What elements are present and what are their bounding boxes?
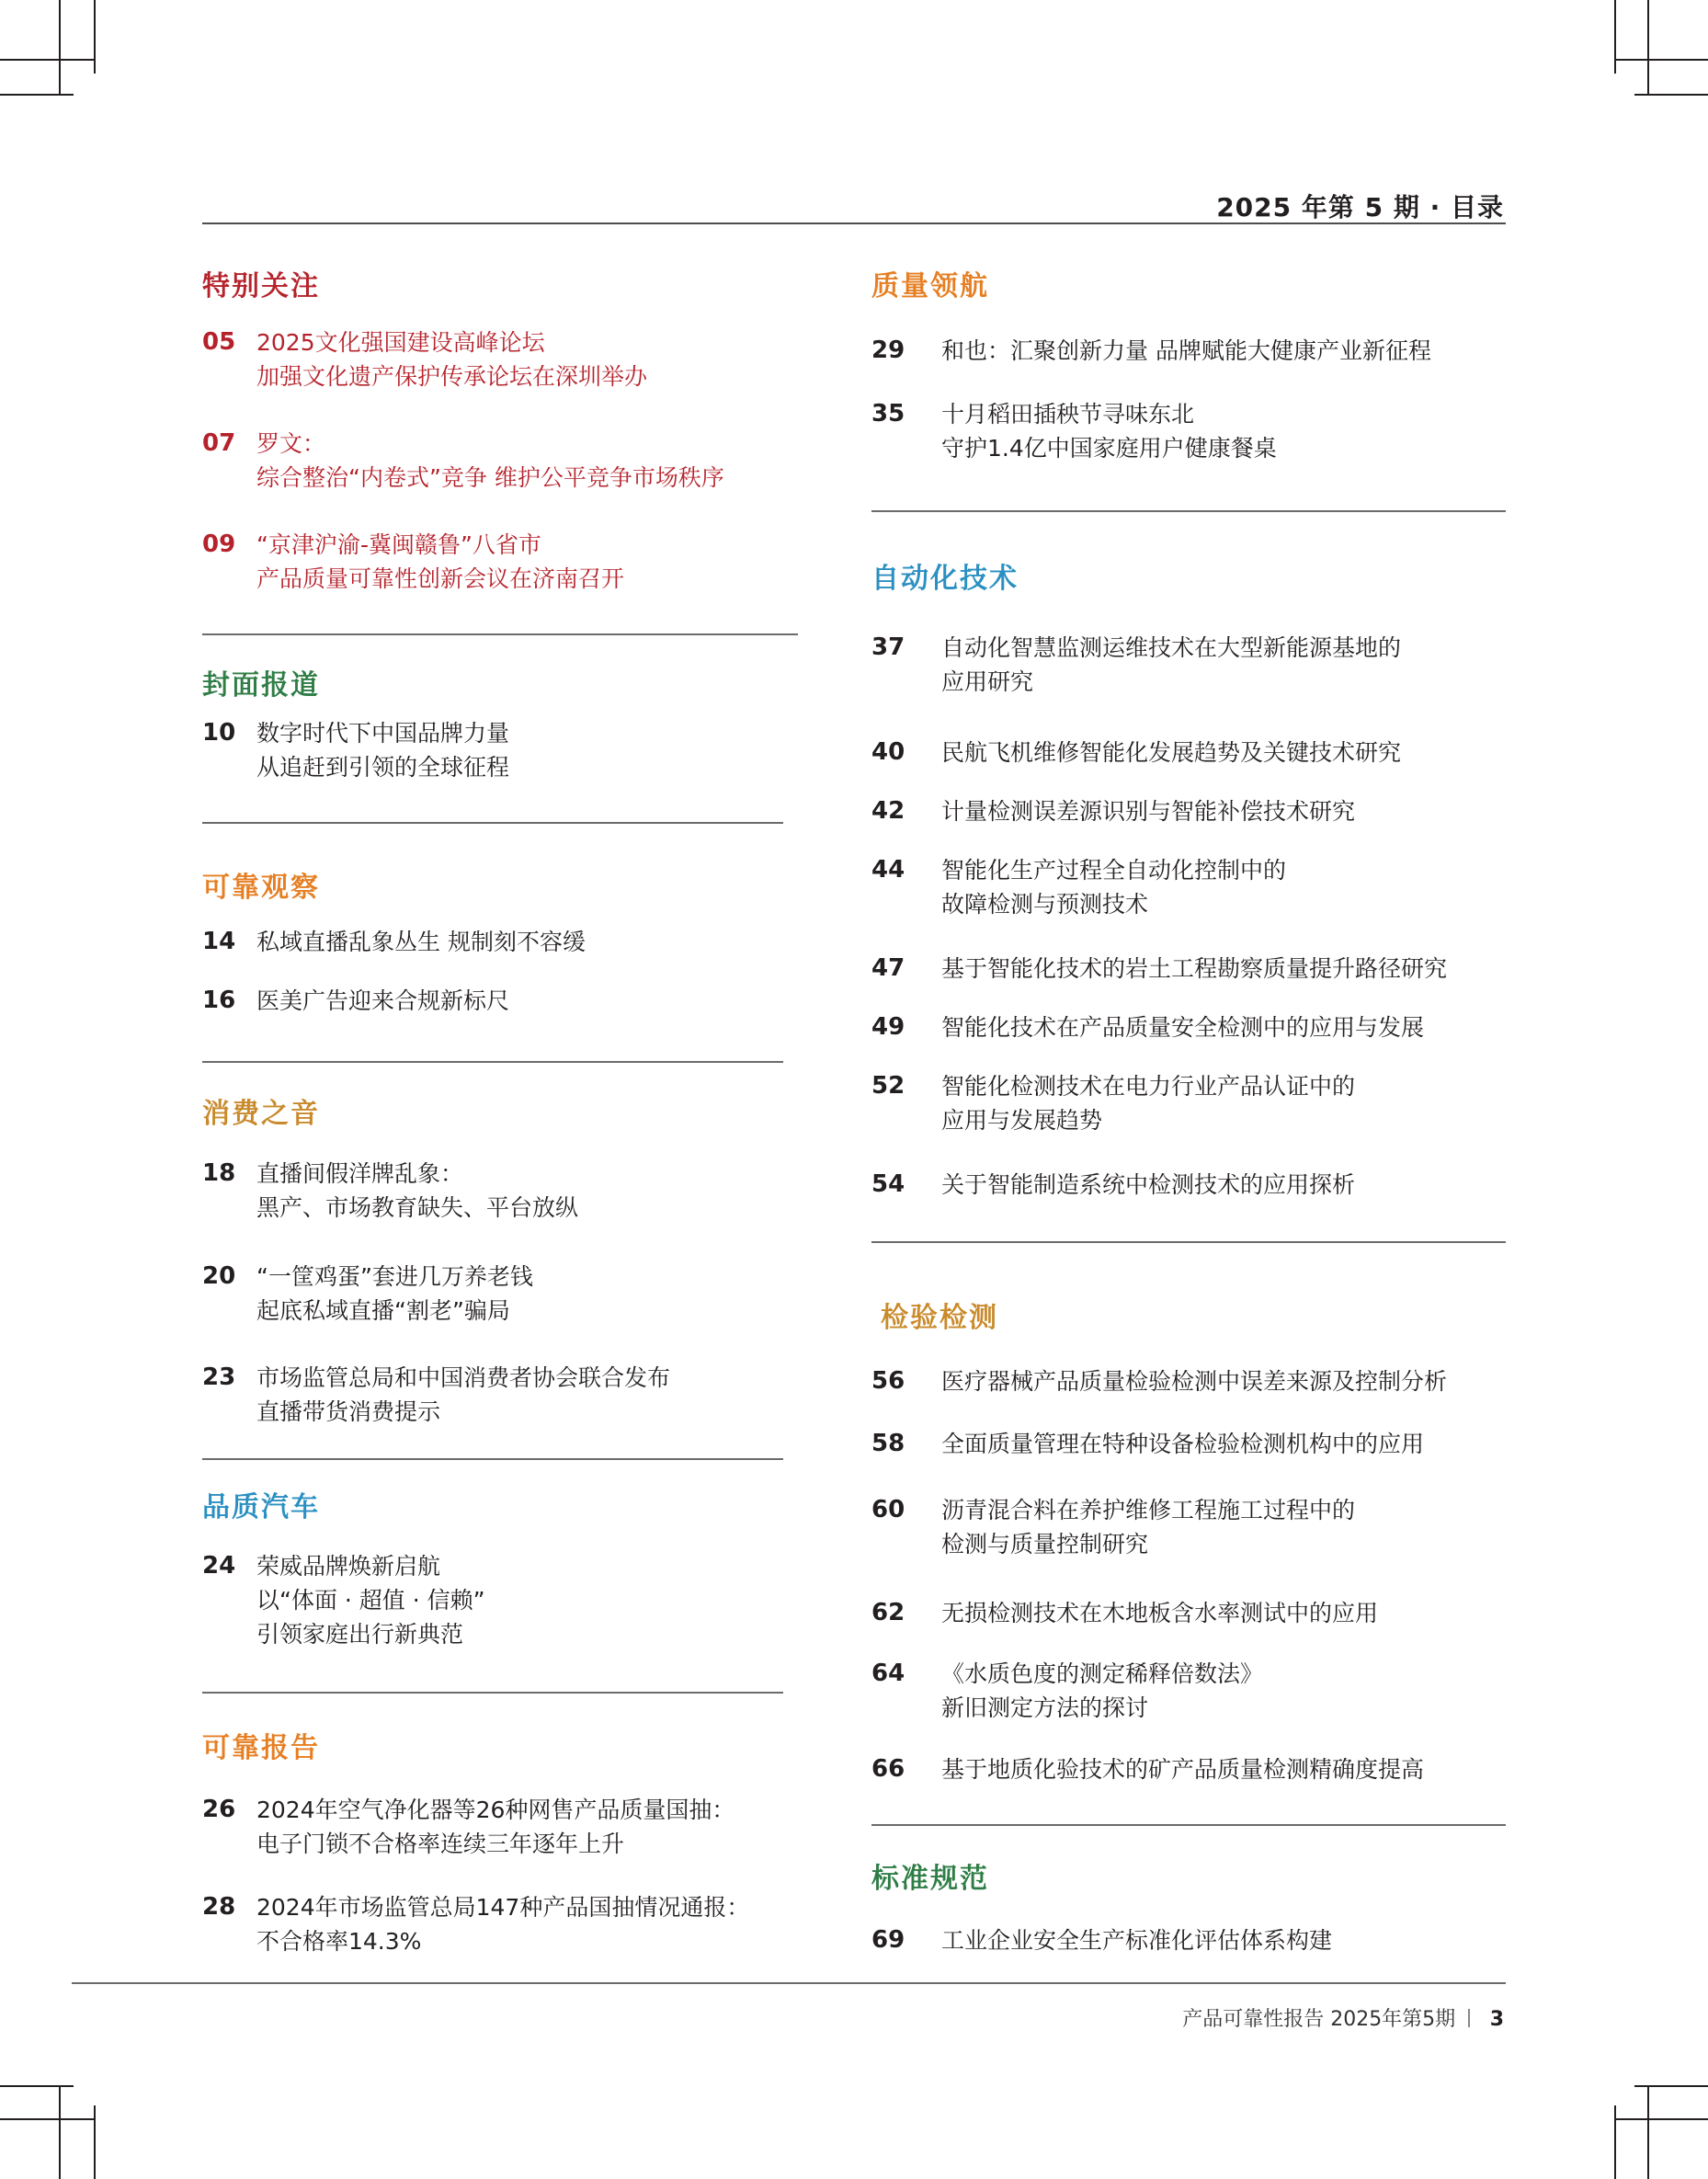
section-divider <box>202 1458 783 1460</box>
entry-line: 直播带货消费提示 <box>256 1398 441 1425</box>
section-title: 质量领航 <box>871 270 989 302</box>
entry-title <box>256 1549 485 1651</box>
entry-title <box>941 736 1401 770</box>
entry-title <box>256 984 509 1018</box>
entry-line: 罗文： <box>256 430 326 457</box>
section-divider <box>871 1824 1506 1826</box>
entry-line: 检测与质量控制研究 <box>941 1531 1149 1557</box>
page-number: 62 <box>871 1599 905 1626</box>
section-title: 特别关注 <box>202 270 320 302</box>
entry-title <box>256 1890 749 1958</box>
entry-line: 和也：汇聚创新力量 品牌赋能大健康产业新征程 <box>941 337 1431 364</box>
page-number: 56 <box>871 1367 905 1395</box>
crop-mark <box>94 2105 96 2179</box>
entry-line: 新旧测定方法的探讨 <box>941 1694 1149 1721</box>
section-divider <box>871 510 1506 512</box>
page-number: 09 <box>202 530 236 558</box>
entry-title <box>941 1069 1355 1137</box>
section-title: 可靠观察 <box>202 872 320 904</box>
entry-title <box>256 427 724 495</box>
entry-line: 无损检测技术在木地板含水率测试中的应用 <box>941 1600 1379 1626</box>
page-number: 05 <box>202 328 236 356</box>
entry-title <box>941 1364 1447 1398</box>
entry-line: “一筐鸡蛋”套进几万养老钱 <box>256 1263 533 1290</box>
crop-mark <box>1647 0 1649 94</box>
entry-line: 民航飞机维修智能化发展趋势及关键技术研究 <box>941 739 1402 766</box>
entry-line: 故障检测与预测技术 <box>941 891 1149 918</box>
entry-title <box>941 334 1431 368</box>
entry-line: 起底私域直播“割老”骗局 <box>256 1297 510 1324</box>
page-number: 20 <box>202 1262 236 1290</box>
entry-title <box>256 925 586 959</box>
entry-title <box>941 631 1401 699</box>
page-number: 37 <box>871 633 905 661</box>
page-number: 49 <box>871 1013 905 1041</box>
footer-separator <box>1468 2009 1470 2027</box>
entry-title <box>941 794 1355 828</box>
entry-title <box>256 325 647 394</box>
page-number: 29 <box>871 337 905 364</box>
section-title: 检验检测 <box>881 1302 998 1334</box>
crop-mark <box>1614 59 1708 61</box>
crop-mark <box>1614 2118 1708 2120</box>
entry-line: 《水质色度的测定稀释倍数法》 <box>941 1660 1264 1687</box>
section-divider <box>202 633 798 635</box>
page-number: 64 <box>871 1660 905 1687</box>
page-number: 35 <box>871 400 905 428</box>
entry-line: 数字时代下中国品牌力量 <box>256 720 510 747</box>
crop-mark <box>94 0 96 74</box>
entry-line: 关于智能制造系统中检测技术的应用探析 <box>941 1171 1356 1198</box>
section-title: 自动化技术 <box>871 563 1019 595</box>
entry-line: 以“体面 · 超值 · 信赖” <box>256 1587 485 1614</box>
entry-title <box>941 1752 1424 1786</box>
entry-line: “京津沪渝-冀闽赣鲁”八省市 <box>256 531 541 558</box>
entry-line: 产品质量可靠性创新会议在济南召开 <box>256 565 625 592</box>
entry-title <box>941 397 1277 465</box>
entry-line: 自动化智慧监测运维技术在大型新能源基地的 <box>941 634 1402 661</box>
crop-mark <box>1647 2085 1649 2179</box>
page-number: 52 <box>871 1072 905 1100</box>
entry-title <box>941 1168 1355 1202</box>
page-number: 69 <box>871 1926 905 1954</box>
crop-mark <box>0 94 74 96</box>
entry-line: 从追赶到引领的全球征程 <box>256 754 510 781</box>
page-number: 07 <box>202 429 236 457</box>
crop-mark <box>59 2085 61 2179</box>
entry-line: 全面质量管理在特种设备检验检测机构中的应用 <box>941 1431 1425 1457</box>
crop-mark <box>0 2085 74 2087</box>
section-divider <box>202 1061 783 1063</box>
crop-mark <box>1614 2105 1616 2179</box>
page-number: 18 <box>202 1159 236 1187</box>
page-title: 2025 年第 5 期 · 目录 <box>1216 192 1504 222</box>
section-title: 标准规范 <box>871 1863 989 1895</box>
entry-title <box>256 1361 670 1429</box>
crop-mark <box>1634 2085 1708 2087</box>
entry-line: 应用研究 <box>941 668 1034 695</box>
entry-line: 应用与发展趋势 <box>941 1107 1103 1134</box>
entry-title <box>941 1596 1378 1630</box>
section-divider <box>202 1692 783 1694</box>
entry-title <box>941 1657 1263 1725</box>
page-number: 24 <box>202 1552 236 1580</box>
page-number: 16 <box>202 987 236 1014</box>
entry-line: 直播间假洋牌乱象： <box>256 1160 464 1187</box>
entry-line: 私域直播乱象丛生 规制刻不容缓 <box>256 929 586 955</box>
entry-title <box>941 1493 1355 1561</box>
entry-line: 医疗器械产品质量检验检测中误差来源及控制分析 <box>941 1368 1448 1395</box>
section-title: 消费之音 <box>202 1098 320 1130</box>
section-divider <box>871 1241 1506 1243</box>
journal-name: 产品可靠性报告 2025年第5期 <box>1182 2008 1456 2031</box>
entry-line: 引领家庭出行新典范 <box>256 1621 464 1648</box>
footer-rule <box>72 1982 1506 1984</box>
crop-mark <box>0 2118 94 2120</box>
entry-title <box>256 1260 533 1328</box>
entry-line: 2025文化强国建设高峰论坛 <box>256 329 545 356</box>
page-number: 60 <box>871 1496 905 1523</box>
entry-line: 市场监管总局和中国消费者协会联合发布 <box>256 1364 671 1391</box>
page-number: 44 <box>871 856 905 884</box>
entry-line: 守护1.4亿中国家庭用户健康餐桌 <box>941 435 1277 462</box>
section-title: 可靠报告 <box>202 1732 320 1764</box>
page-number: 10 <box>202 719 236 747</box>
page-number: 58 <box>871 1430 905 1457</box>
entry-line: 2024年市场监管总局147种产品国抽情况通报： <box>256 1894 750 1921</box>
entry-line: 不合格率14.3% <box>256 1928 422 1955</box>
entry-title <box>941 1923 1332 1957</box>
crop-mark <box>1614 0 1616 74</box>
entry-title <box>941 952 1447 986</box>
page-number: 40 <box>871 738 905 766</box>
entry-line: 基于地质化验技术的矿产品质量检测精确度提高 <box>941 1756 1425 1783</box>
entry-line: 医美广告迎来合规新标尺 <box>256 987 510 1014</box>
entry-line: 智能化技术在产品质量安全检测中的应用与发展 <box>941 1014 1425 1041</box>
entry-line: 十月稻田插秧节寻味东北 <box>941 401 1195 428</box>
entry-line: 工业企业安全生产标准化评估体系构建 <box>941 1927 1333 1954</box>
entry-title <box>941 1427 1424 1461</box>
page-number: 42 <box>871 797 905 825</box>
folio-page-number: 3 <box>1489 2008 1504 2031</box>
crop-mark <box>59 0 61 94</box>
entry-line: 综合整治“内卷式”竞争 维护公平竞争市场秩序 <box>256 464 724 491</box>
entry-title <box>941 853 1286 921</box>
crop-mark <box>1634 94 1708 96</box>
entry-line: 电子门锁不合格率连续三年逐年上升 <box>256 1831 625 1857</box>
header-rule <box>202 222 1506 224</box>
section-title: 品质汽车 <box>202 1491 320 1523</box>
entry-title <box>256 528 624 596</box>
section-divider <box>202 822 783 824</box>
entry-line: 计量检测误差源识别与智能补偿技术研究 <box>941 798 1356 825</box>
entry-title <box>256 1793 734 1861</box>
page-number: 23 <box>202 1363 236 1391</box>
page-number: 47 <box>871 954 905 982</box>
section-title: 封面报道 <box>202 669 320 702</box>
page-footer <box>1182 2003 1504 2032</box>
entry-line: 黑产、市场教育缺失、平台放纵 <box>256 1194 579 1221</box>
entry-title <box>256 1157 578 1225</box>
page-number: 28 <box>202 1893 236 1921</box>
page-number: 14 <box>202 928 236 955</box>
entry-line: 荣威品牌焕新启航 <box>256 1553 441 1580</box>
entry-line: 2024年空气净化器等26种网售产品质量国抽： <box>256 1797 735 1823</box>
entry-title <box>941 1010 1424 1044</box>
page-number: 66 <box>871 1755 905 1783</box>
crop-mark <box>0 59 94 61</box>
entry-line: 智能化生产过程全自动化控制中的 <box>941 857 1287 884</box>
entry-title <box>256 716 509 784</box>
entry-line: 基于智能化技术的岩土工程勘察质量提升路径研究 <box>941 955 1448 982</box>
entry-line: 加强文化遗产保护传承论坛在深圳举办 <box>256 363 648 390</box>
entry-line: 沥青混合料在养护维修工程施工过程中的 <box>941 1497 1356 1523</box>
page-number: 26 <box>202 1796 236 1823</box>
page-number: 54 <box>871 1170 905 1198</box>
entry-line: 智能化检测技术在电力行业产品认证中的 <box>941 1073 1356 1100</box>
